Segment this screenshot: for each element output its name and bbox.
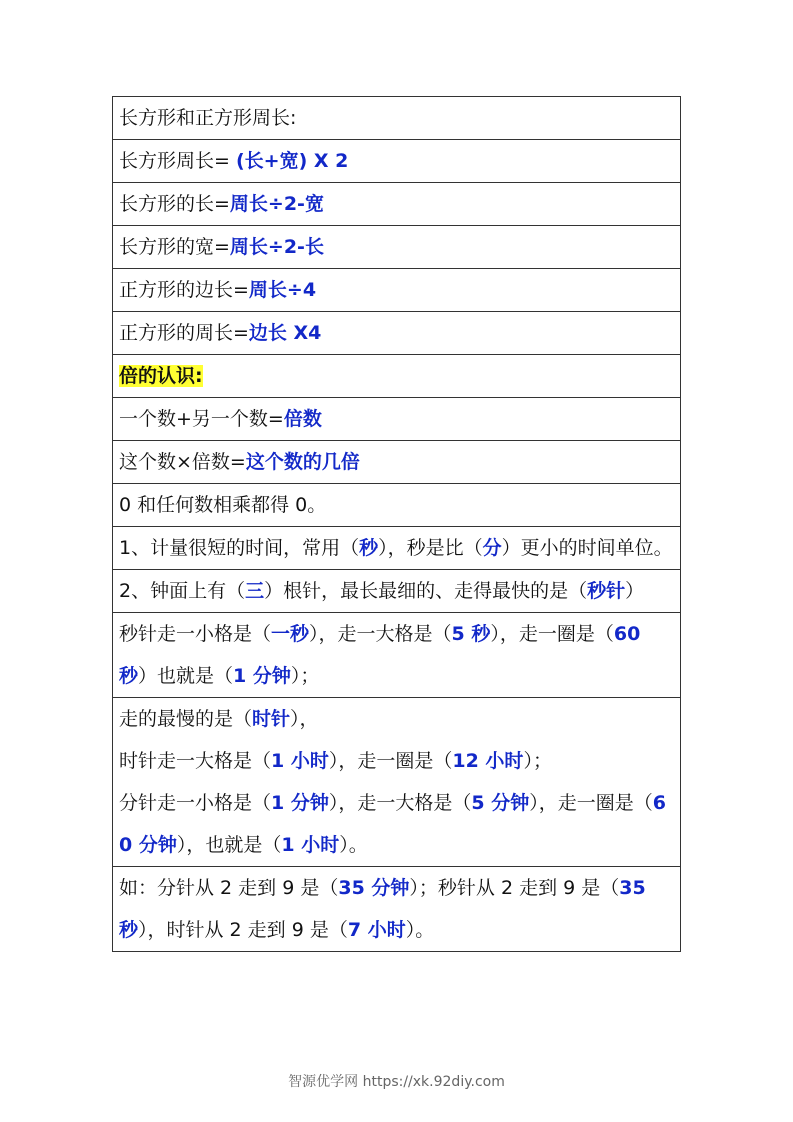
answer-text: 1 分钟: [233, 665, 291, 687]
answer-text: 5 分钟: [471, 792, 530, 814]
answer-text: 三: [245, 580, 265, 602]
cell-text: 长方形的长=: [119, 193, 230, 215]
cell-text: ），秒是比（: [378, 537, 483, 559]
cell-text: ）更小的时间单位。: [501, 537, 673, 559]
cell-text: ），走一大格是（: [328, 792, 472, 814]
table-cell: [113, 140, 681, 183]
cell-text: ）也就是（: [138, 665, 234, 687]
table-row: [113, 698, 681, 867]
answer-text: 5 秒: [451, 623, 491, 645]
table-row: [113, 140, 681, 183]
cell-text: ）；: [290, 665, 320, 687]
cell-text: ），走一圈是（: [328, 750, 453, 772]
table-cell: [113, 183, 681, 226]
table-cell: [113, 269, 681, 312]
cell-text: ），走一圈是（: [490, 623, 614, 645]
table-row: [113, 398, 681, 441]
answer-text: 边长 X4: [248, 322, 322, 344]
table-cell: [113, 613, 681, 698]
table-row: [113, 441, 681, 484]
answer-text: 7 小时: [347, 919, 406, 941]
table-row: [113, 226, 681, 269]
answer-text: 这个数的几倍: [245, 451, 360, 473]
cell-text: ）；: [523, 750, 552, 772]
table-cell: [113, 527, 681, 570]
answer-text: 周长÷4: [248, 279, 317, 301]
answer-text: 1 小时: [271, 750, 329, 772]
cell-text: 走的最慢的是（: [119, 708, 253, 730]
page-footer: 智源优学网 https://xk.92diy.com: [288, 1074, 505, 1090]
cell-text: 秒针走一小格是（: [119, 623, 272, 645]
answer-text: 一秒: [271, 623, 310, 645]
cell-text: 如：分针从 2 走到 9 是（: [119, 877, 339, 899]
cell-text: ），走一大格是（: [309, 623, 452, 645]
cell-text: ），走一圈是（: [529, 792, 653, 814]
cell-text: 长方形的宽=: [119, 236, 230, 258]
cell-text: ），时针从 2 走到 9 是（: [138, 919, 348, 941]
cell-text: ），也就是（: [176, 834, 282, 856]
cell-text: 时针走一大格是（: [119, 750, 272, 772]
table-cell: [113, 441, 681, 484]
table-cell: [113, 484, 681, 527]
answer-text: (长+宽) X 2: [235, 150, 349, 172]
cell-text: ）: [625, 580, 645, 602]
answer-text: 时针: [252, 708, 291, 730]
cell-text: 正方形的边长=: [119, 279, 249, 301]
section-heading: 倍的认识:: [119, 365, 203, 387]
answer-text: 35 分钟: [338, 877, 410, 899]
cell-text: 2、钟面上有（: [119, 580, 246, 602]
cell-text: 一个数+另一个数=: [119, 408, 284, 430]
table-cell: [113, 226, 681, 269]
table-row: [113, 570, 681, 613]
table-cell: [113, 867, 681, 952]
table-cell: [113, 312, 681, 355]
cell-text: 长方形周长=: [119, 150, 236, 172]
table-cell: [113, 398, 681, 441]
answer-text: 分: [482, 537, 502, 559]
answer-text: 周长÷2-宽: [229, 193, 324, 215]
cell-text: 1、计量很短的时间，常用（: [119, 537, 360, 559]
answer-text: 秒针: [587, 580, 626, 602]
table-row: [113, 355, 681, 398]
answer-text: 12 小时: [452, 750, 524, 772]
table-row: [113, 867, 681, 952]
table-row: [113, 269, 681, 312]
cell-text: ）。: [405, 919, 435, 941]
cell-text: ）。: [339, 834, 368, 856]
answer-text: 60 分钟: [119, 792, 666, 856]
cell-text: ）根针，最长最细的、走得最快的是（: [264, 580, 588, 602]
cell-text: ），: [290, 708, 319, 730]
table-row: [113, 613, 681, 698]
notes-table: [112, 96, 681, 952]
table-row: [113, 97, 681, 140]
cell-text: 这个数×倍数=: [119, 451, 246, 473]
answer-text: 倍数: [283, 408, 322, 430]
cell-text: ）；秒针从 2 走到 9 是（: [409, 877, 620, 899]
cell-text: 长方形和正方形周长:: [119, 107, 297, 129]
answer-text: 1 分钟: [271, 792, 329, 814]
cell-text: 正方形的周长=: [119, 322, 249, 344]
table-cell: [113, 570, 681, 613]
answer-text: 周长÷2-长: [229, 236, 324, 258]
table-row: [113, 183, 681, 226]
table-row: [113, 527, 681, 570]
notes-table-body: [113, 97, 681, 952]
table-cell: [113, 698, 681, 867]
table-cell: [113, 355, 681, 398]
answer-text: 秒: [359, 537, 379, 559]
cell-text: 分针走一小格是（: [119, 792, 272, 814]
table-row: [113, 484, 681, 527]
table-cell: [113, 97, 681, 140]
answer-text: 35 秒: [119, 877, 646, 941]
table-row: [113, 312, 681, 355]
answer-text: 60 秒: [119, 623, 641, 687]
answer-text: 1 小时: [281, 834, 340, 856]
cell-text: 0 和任何数相乘都得 0。: [119, 494, 327, 516]
